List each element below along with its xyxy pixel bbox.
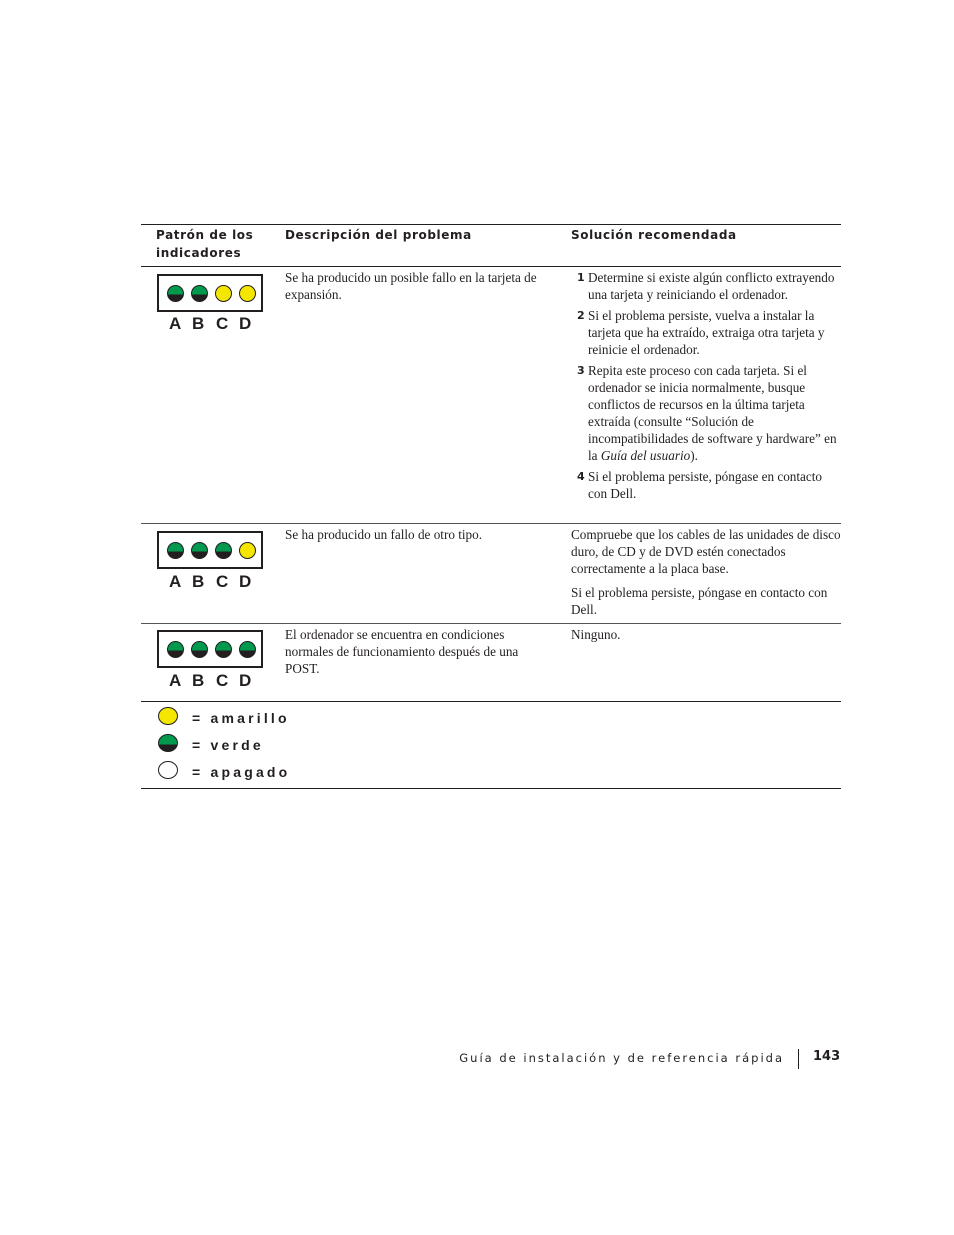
table-top-rule [141, 224, 841, 225]
diagnostic-lights-panel [157, 531, 263, 569]
led-label-a: A [169, 314, 182, 333]
solution-paragraph: Ninguno. [571, 627, 621, 642]
footer-title: Guía de instalación y de referencia rápida [459, 1051, 784, 1065]
legend-label: = amarillo [192, 710, 290, 726]
led-b-icon [191, 641, 208, 658]
led-d-icon [239, 542, 256, 559]
page-number: 143 [813, 1049, 841, 1064]
solution-paragraph: Compruebe que los cables de las unidades de disco duro, de CD y de DVD estén conectados correctamente a la placa base. [571, 527, 841, 576]
problem-description: Se ha producido un fallo de otro tipo. [285, 527, 483, 542]
header-rule [141, 266, 841, 267]
yellow-light-icon [158, 707, 178, 725]
led-label-a: A [169, 671, 182, 690]
led-c-icon [215, 641, 232, 658]
led-label-b: B [192, 572, 205, 591]
step-text-italic: Guía del usuario [600, 448, 691, 463]
led-c-icon [215, 285, 232, 302]
header-description: Descripción del problema [285, 228, 472, 242]
diagnostic-lights-panel [157, 274, 263, 312]
led-label-d: D [239, 671, 252, 690]
step-text: Si el problema persiste, vuelva a instalar la tarjeta que ha extraído, extraiga otra tarjeta y reinicie el ordenador. [588, 308, 825, 357]
legend-item [158, 761, 291, 781]
solution-paragraph: Si el problema persiste, póngase en contacto con Dell. [571, 585, 828, 617]
led-a-icon [167, 641, 184, 658]
step-text: Repita este proceso con cada tarjeta. Si el ordenador se inicia normalmente, busque conflictos de recursos en la última tarjeta extraída (consulte “Solución de incompatibilidades de software y hardware” en la [588, 363, 837, 463]
step-text: Si el problema persiste, póngase en contacto con Dell. [588, 469, 823, 501]
row-divider [141, 623, 841, 624]
row-divider [141, 523, 841, 524]
step-text-end: ). [690, 448, 698, 463]
problem-description: Se ha producido un posible fallo en la tarjeta de expansión. [285, 270, 537, 302]
step-number: 1 [577, 271, 585, 284]
table-bottom-rule [141, 788, 841, 789]
solution-text [571, 626, 841, 643]
solution-step [571, 269, 841, 303]
step-number: 2 [577, 309, 585, 322]
led-d-icon [239, 641, 256, 658]
led-label-a: A [169, 572, 182, 591]
solution-step [571, 362, 841, 464]
off-light-icon [158, 761, 178, 779]
led-label-b: B [192, 314, 205, 333]
legend-label: = verde [192, 737, 264, 753]
solution-step [571, 307, 841, 358]
led-label-d: D [239, 572, 252, 591]
step-number: 3 [577, 364, 585, 377]
problem-description: El ordenador se encuentra en condiciones normales de funcionamiento después de una POST. [285, 627, 519, 676]
legend-rule [141, 701, 841, 702]
solution-step [571, 468, 841, 502]
step-text: Determine si existe algún conflicto extrayendo una tarjeta y reiniciando el ordenador. [588, 270, 835, 302]
led-d-icon [239, 285, 256, 302]
led-a-icon [167, 285, 184, 302]
led-b-icon [191, 542, 208, 559]
solution-text [571, 526, 841, 618]
legend-item [158, 707, 290, 727]
header-pattern: Patrón de los indicadores [156, 228, 254, 260]
led-label-c: C [216, 314, 229, 333]
green-light-icon [158, 734, 178, 752]
legend-item [158, 734, 264, 754]
led-label-b: B [192, 671, 205, 690]
step-number: 4 [577, 470, 585, 483]
led-label-c: C [216, 572, 229, 591]
led-label-d: D [239, 314, 252, 333]
legend-label: = apagado [192, 764, 291, 780]
header-solution: Solución recomendada [571, 228, 737, 242]
led-c-icon [215, 542, 232, 559]
led-a-icon [167, 542, 184, 559]
footer-separator [798, 1049, 799, 1069]
diagnostic-lights-panel [157, 630, 263, 668]
solution-steps [571, 269, 841, 506]
led-b-icon [191, 285, 208, 302]
led-label-c: C [216, 671, 229, 690]
